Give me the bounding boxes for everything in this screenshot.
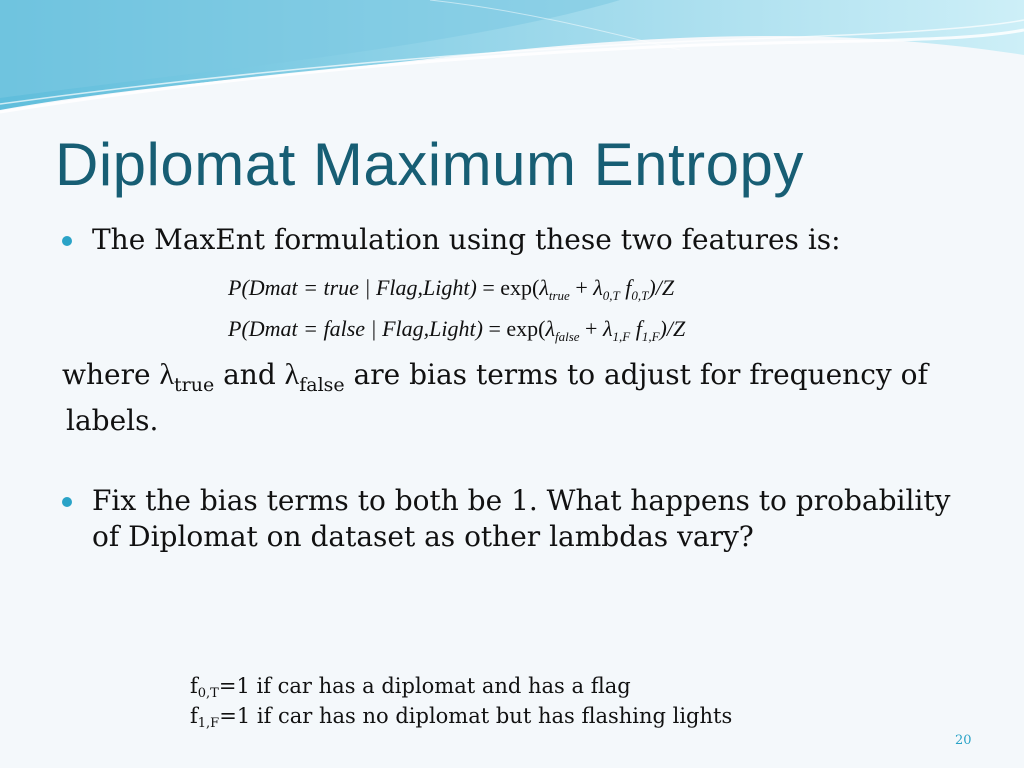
lambda-subscript-true: true [173, 374, 215, 396]
feature-symbol: f [635, 316, 642, 341]
slide-title: Diplomat Maximum Entropy [55, 131, 804, 198]
bullet-text: The MaxEnt formulation using these two features is: [92, 223, 841, 256]
footnote-subscript: 0,T [197, 686, 219, 701]
feature-symbol: f [625, 275, 632, 300]
footnote-f1 [190, 702, 732, 738]
equation-lhs: P(Dmat = true | Flag,Light) [228, 275, 477, 300]
bullet-item [62, 483, 962, 555]
equation-exp: exp( [506, 316, 546, 341]
bullet-text: Fix the bias terms to both be 1. What happens to probability of Diplomat on dataset as other lambdas vary? [92, 484, 951, 553]
footnote-base: f [190, 704, 198, 728]
lambda-symbol: λ [539, 275, 549, 300]
lambda-subscript-false: false [299, 374, 345, 396]
where-prefix: where [62, 358, 151, 391]
bullet-dot-icon [62, 497, 72, 507]
lambda-symbol: λ [602, 316, 613, 341]
equation-tail: )/Z [648, 275, 675, 300]
equation-true [228, 275, 674, 304]
footnote-text: =1 if car has no diplomat but has flashing lights [219, 704, 733, 728]
equation-equals: = [488, 316, 501, 341]
where-continuation: labels. [66, 404, 159, 437]
lambda-symbol: λ [545, 316, 555, 341]
where-suffix: are bias terms to adjust for frequency of [353, 358, 928, 391]
feature-subscript: 1,F [641, 329, 660, 344]
footnote-subscript: 1,F [197, 716, 220, 731]
page-number: 20 [955, 733, 972, 748]
bullet-item [62, 222, 942, 258]
lambda-symbol: λ [284, 358, 300, 391]
equation-tail: )/Z [659, 316, 686, 341]
bullet-dot-icon [62, 236, 72, 246]
equation-equals: = [482, 275, 495, 300]
equation-plus: + [585, 316, 598, 341]
footnote-text: =1 if car has a diplomat and has a flag [218, 674, 631, 698]
where-and: and [223, 358, 276, 391]
lambda-subscript: 0,T [602, 288, 620, 303]
lambda-subscript: true [548, 288, 570, 303]
lambda-symbol: λ [593, 275, 603, 300]
equation-lhs: P(Dmat = false | Flag,Light) [228, 316, 483, 341]
feature-subscript: 0,T [631, 288, 649, 303]
equation-false [228, 316, 685, 345]
header-wave-decoration [0, 0, 1024, 130]
where-explanation [62, 357, 952, 439]
lambda-symbol: λ [159, 358, 174, 391]
equation-plus: + [575, 275, 588, 300]
footnote-base: f [190, 674, 198, 698]
equation-exp: exp( [500, 275, 540, 300]
lambda-subscript: 1,F [612, 329, 631, 344]
lambda-subscript: false [554, 329, 580, 344]
